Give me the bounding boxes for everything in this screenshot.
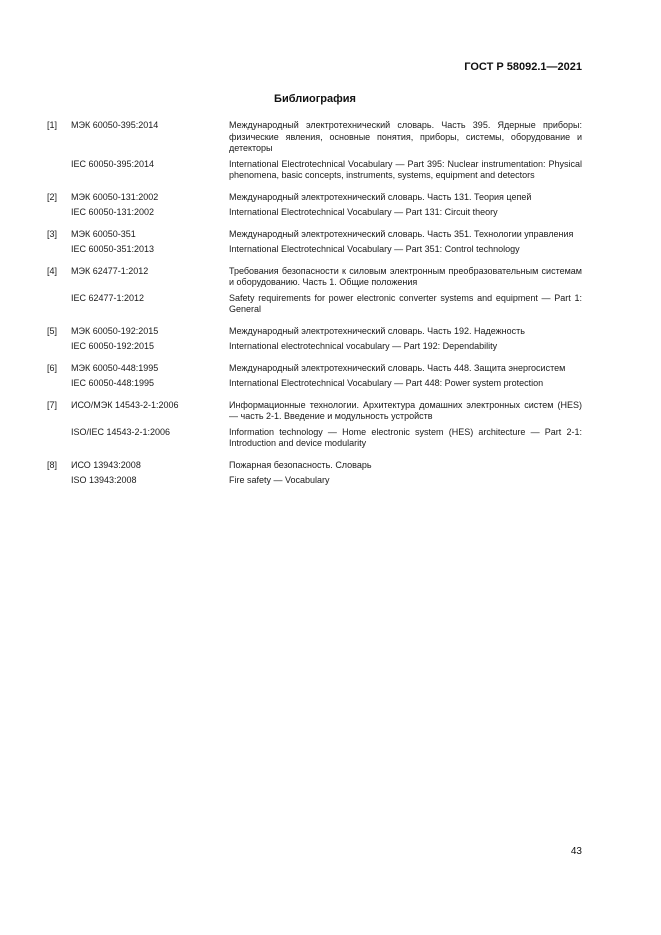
bibliography-entry xyxy=(47,120,582,182)
document-number: ГОСТ Р 58092.1—2021 xyxy=(464,61,582,73)
entry-row xyxy=(47,192,582,204)
entry-number: [8] xyxy=(47,459,58,470)
standard-title: Fire safety — Vocabulary xyxy=(229,475,330,485)
standard-title: Международный электротехнический словарь. Часть 192. Надежность xyxy=(229,325,525,336)
standard-title: International Electrotechnical Vocabulary — Part 395: Nuclear instrumentation: Physical phenomena, basic concepts, instruments, systems, equipment and detectors xyxy=(229,158,582,180)
standard-title: Safety requirements for power electronic converter systems and equipment — Part 1: General xyxy=(229,292,582,314)
standard-title: Международный электротехнический словарь. Часть 395. Ядерные приборы: физические явления, основные понятия, приборы, системы, оборудование и детекторы xyxy=(229,120,582,153)
standard-title: International Electrotechnical Vocabulary — Part 351: Control technology xyxy=(229,244,520,254)
standard-code: ISO/IEC 14543-2-1:2006 xyxy=(71,426,171,437)
standard-title: Требования безопасности к силовым электронным преобразовательным системам и оборудованию. Часть 1. Общие положения xyxy=(229,265,582,287)
entry-row xyxy=(47,427,582,450)
bibliography-entry xyxy=(47,400,582,450)
standard-code: IEC 60050-131:2002 xyxy=(71,207,155,217)
entry-row xyxy=(47,400,582,423)
standard-code: МЭК 60050-448:1995 xyxy=(71,362,159,373)
standard-code: ИСО/МЭК 14543-2-1:2006 xyxy=(71,399,179,410)
standard-code: IEC 60050-395:2014 xyxy=(71,158,155,169)
standard-code: МЭК 62477-1:2012 xyxy=(71,265,149,276)
standard-title: International electrotechnical vocabulary — Part 192: Dependability xyxy=(229,341,498,351)
entry-row xyxy=(47,159,582,182)
standard-code: МЭК 60050-395:2014 xyxy=(71,120,159,130)
entry-number: [4] xyxy=(47,265,58,276)
entry-number: [1] xyxy=(47,120,58,130)
standard-title: Международный электротехнический словарь. Часть 351. Технологии управления xyxy=(229,228,574,239)
bibliography-entry xyxy=(47,229,582,256)
entry-row xyxy=(47,378,582,390)
entry-number: [6] xyxy=(47,362,58,373)
standard-code: IEC 62477-1:2012 xyxy=(71,292,145,303)
standard-title: Пожарная безопасность. Словарь xyxy=(229,459,372,470)
standard-code: IEC 60050-351:2013 xyxy=(71,244,155,254)
entry-row xyxy=(47,326,582,338)
entry-row xyxy=(47,460,582,472)
standard-code: МЭК 60050-131:2002 xyxy=(71,191,159,202)
standard-code: МЭК 60050-351 xyxy=(71,228,136,239)
standard-title: Information technology — Home electronic system (HES) architecture — Part 2-1: Introduction and device modularity xyxy=(229,426,582,448)
entry-row xyxy=(47,475,582,487)
entry-number: [7] xyxy=(47,399,58,410)
entry-row xyxy=(47,120,582,155)
bibliography-title: Библиография xyxy=(274,93,356,105)
entry-number: [5] xyxy=(47,325,58,336)
standard-title: International Electrotechnical Vocabulary — Part 131: Circuit theory xyxy=(229,207,498,217)
standard-title: Международный электротехнический словарь. Часть 448. Защита энергосистем xyxy=(229,362,566,373)
entry-row xyxy=(47,293,582,316)
entry-row xyxy=(47,266,582,289)
bibliography-entry xyxy=(47,460,582,487)
entry-row xyxy=(47,341,582,353)
bibliography-entry xyxy=(47,363,582,390)
bibliography-entry xyxy=(47,266,582,316)
standard-code: IEC 60050-192:2015 xyxy=(71,341,155,351)
standard-code: ИСО 13943:2008 xyxy=(71,459,141,470)
entry-row xyxy=(47,244,582,256)
standard-title: International Electrotechnical Vocabulary — Part 448: Power system protection xyxy=(229,378,544,388)
bibliography-list xyxy=(47,120,582,497)
entry-row xyxy=(47,207,582,219)
page-number: 43 xyxy=(570,846,582,857)
entry-number: [2] xyxy=(47,191,58,202)
standard-code: ISO 13943:2008 xyxy=(71,475,137,485)
standard-code: IEC 60050-448:1995 xyxy=(71,378,155,388)
bibliography-entry xyxy=(47,192,582,219)
entry-row xyxy=(47,229,582,241)
entry-row xyxy=(47,363,582,375)
bibliography-entry xyxy=(47,326,582,353)
standard-title: Международный электротехнический словарь. Часть 131. Теория цепей xyxy=(229,191,532,202)
standard-code: МЭК 60050-192:2015 xyxy=(71,325,159,336)
entry-number: [3] xyxy=(47,228,58,239)
standard-title: Информационные технологии. Архитектура домашних электронных систем (HES) — часть 2-1. Введение и модульность устройств xyxy=(229,399,582,421)
